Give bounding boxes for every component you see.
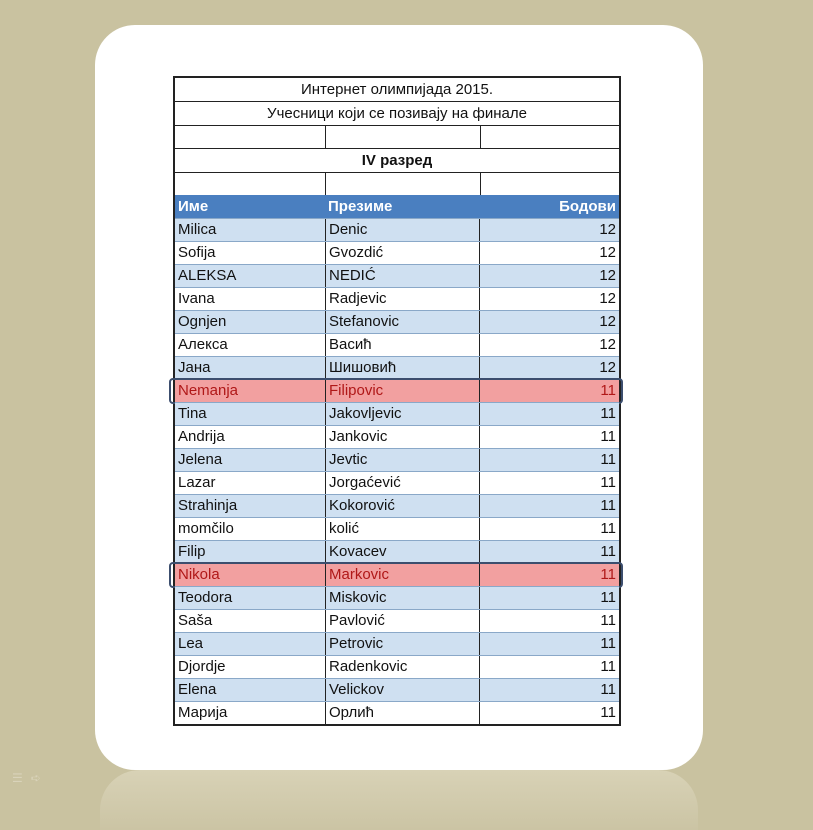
cell-points: 12 xyxy=(479,242,619,264)
cell-surname: Jevtic xyxy=(325,449,479,471)
cell-surname: Васић xyxy=(325,334,479,356)
empty-row xyxy=(175,125,619,148)
cell-name: Nikola xyxy=(178,566,220,583)
table-row xyxy=(175,287,619,310)
table-row xyxy=(175,609,619,632)
cell-points: 11 xyxy=(479,403,619,425)
table-row xyxy=(175,586,619,609)
table-row xyxy=(175,241,619,264)
cell-name: momčilo xyxy=(178,520,234,537)
cell-points: 11 xyxy=(479,656,619,678)
table-row xyxy=(175,379,619,402)
cell-points: 11 xyxy=(479,541,619,563)
cell-points: 12 xyxy=(479,334,619,356)
cell-surname: Орлић xyxy=(325,702,479,724)
cell-surname: Markovic xyxy=(325,564,479,586)
cell-points: 12 xyxy=(479,311,619,333)
column-header-surname: Презиме xyxy=(328,198,393,215)
sheet-subtitle: Учесници који се позивају на финале xyxy=(175,101,619,125)
sheet-title: Интернет олимпијада 2015. xyxy=(175,76,619,101)
cell-name: Teodora xyxy=(178,589,233,606)
cell-points: 11 xyxy=(479,610,619,632)
cell-surname: Gvozdić xyxy=(325,242,479,264)
cell-surname: Kovacev xyxy=(325,541,479,563)
cell-name: Filip xyxy=(178,543,206,560)
cell-surname: Kokorović xyxy=(325,495,479,517)
grade-label: IV разред xyxy=(175,148,619,172)
cell-name: Марија xyxy=(178,704,228,721)
table-row xyxy=(175,264,619,287)
table-row xyxy=(175,517,619,540)
table-row xyxy=(175,540,619,563)
cell-surname: Petrovic xyxy=(325,633,479,655)
cell-points: 12 xyxy=(479,265,619,287)
cell-points: 11 xyxy=(479,380,619,402)
empty-row xyxy=(175,172,619,195)
cell-surname: Radenkovic xyxy=(325,656,479,678)
cell-name: Jelena xyxy=(178,451,223,468)
cell-surname: Jorgaćević xyxy=(325,472,479,494)
cell-name: Tina xyxy=(178,405,207,422)
table-row xyxy=(175,563,619,586)
cell-name: Strahinja xyxy=(178,497,238,514)
cell-surname: Шишовић xyxy=(325,357,479,379)
slide-controls[interactable] xyxy=(12,771,49,785)
cell-surname: kolić xyxy=(325,518,479,540)
cell-surname: Radjevic xyxy=(325,288,479,310)
cell-name: Алекса xyxy=(178,336,228,353)
table-row xyxy=(175,494,619,517)
cell-name: ALEKSA xyxy=(178,267,237,284)
cell-surname: NEDIĆ xyxy=(325,265,479,287)
table-row xyxy=(175,471,619,494)
table-row xyxy=(175,425,619,448)
cell-points: 11 xyxy=(479,426,619,448)
menu-icon[interactable]: ☰ xyxy=(12,771,31,785)
cell-surname: Stefanovic xyxy=(325,311,479,333)
cell-points: 11 xyxy=(479,679,619,701)
cell-points: 12 xyxy=(479,288,619,310)
cell-name: Elena xyxy=(178,681,217,698)
table-row xyxy=(175,448,619,471)
table-row xyxy=(175,678,619,701)
cell-points: 11 xyxy=(479,564,619,586)
cell-name: Ivana xyxy=(178,290,215,307)
cell-name: Djordje xyxy=(178,658,226,675)
table-row xyxy=(175,333,619,356)
cell-points: 11 xyxy=(479,495,619,517)
cell-surname: Miskovic xyxy=(325,587,479,609)
cell-points: 12 xyxy=(479,357,619,379)
cell-points: 11 xyxy=(479,518,619,540)
cell-surname: Filipovic xyxy=(325,380,479,402)
cell-name: Јана xyxy=(178,359,211,376)
cell-points: 11 xyxy=(479,449,619,471)
cell-surname: Jakovljevic xyxy=(325,403,479,425)
column-header-points: Бодови xyxy=(559,198,616,215)
cell-points: 11 xyxy=(479,633,619,655)
table-row xyxy=(175,655,619,678)
cell-name: Nemanja xyxy=(178,382,239,399)
cell-surname: Velickov xyxy=(325,679,479,701)
cell-name: Sofija xyxy=(178,244,216,261)
cell-points: 11 xyxy=(479,702,619,724)
cell-name: Lea xyxy=(178,635,204,652)
table-row xyxy=(175,218,619,241)
card-reflection xyxy=(100,770,698,830)
cell-points: 12 xyxy=(479,219,619,241)
table-row xyxy=(175,402,619,425)
cell-name: Milica xyxy=(178,221,217,238)
spreadsheet xyxy=(173,76,621,726)
cell-points: 11 xyxy=(479,472,619,494)
arrow-right-icon[interactable]: ➪ xyxy=(30,771,49,785)
table-row xyxy=(175,632,619,655)
cell-surname: Pavlović xyxy=(325,610,479,632)
cell-name: Ognjen xyxy=(178,313,227,330)
header-row xyxy=(175,195,619,218)
cell-name: Lazar xyxy=(178,474,216,491)
column-header-name: Име xyxy=(178,198,209,215)
table-body xyxy=(175,218,619,724)
table-row xyxy=(175,310,619,333)
cell-name: Andrija xyxy=(178,428,225,445)
cell-name: Saša xyxy=(178,612,213,629)
cell-surname: Denic xyxy=(325,219,479,241)
cell-surname: Jankovic xyxy=(325,426,479,448)
table-row xyxy=(175,356,619,379)
table-row xyxy=(175,701,619,724)
cell-points: 11 xyxy=(479,587,619,609)
